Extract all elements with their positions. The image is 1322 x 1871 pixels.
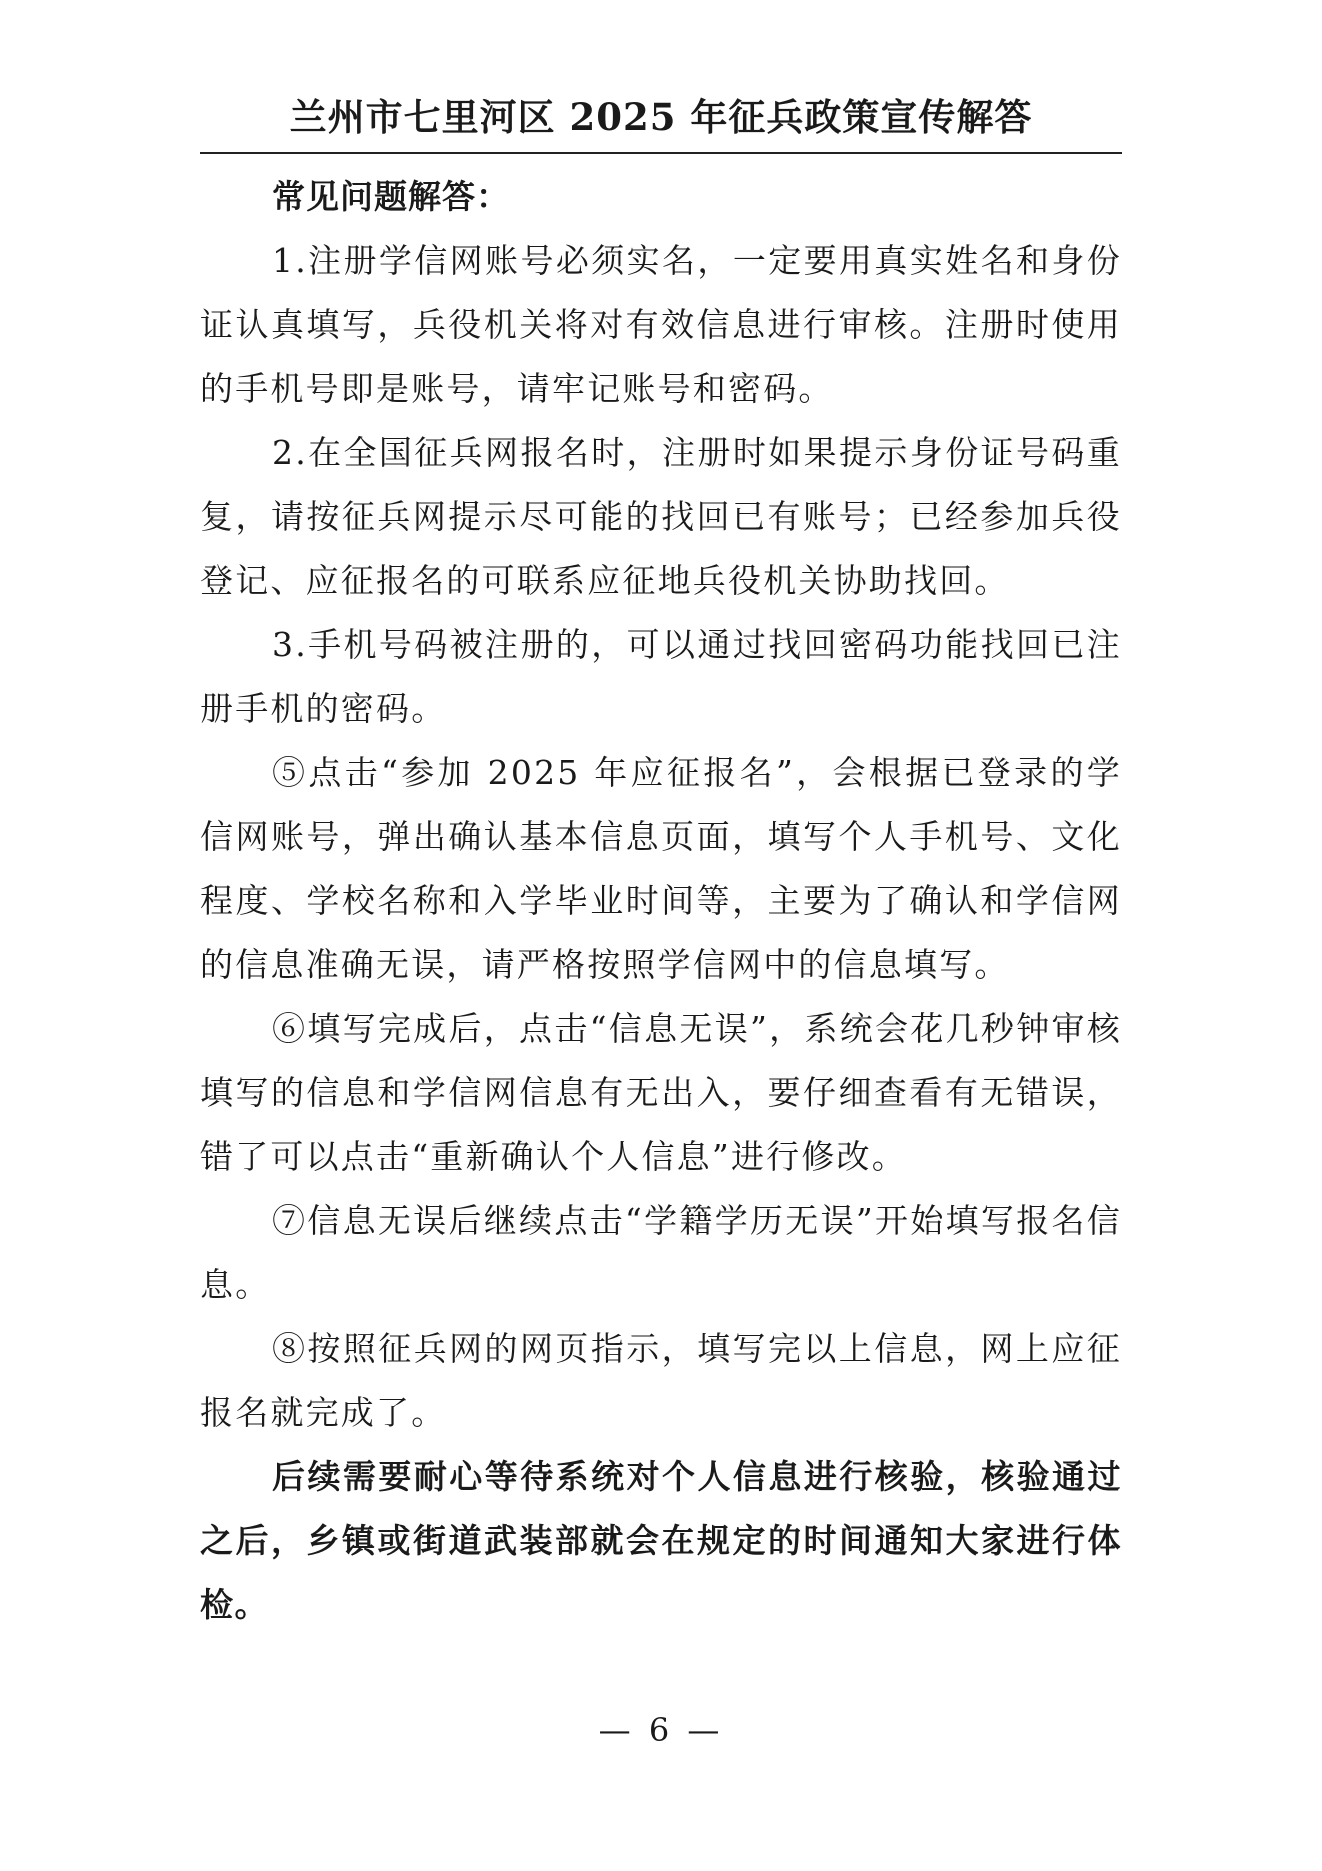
paragraph-step-7: ⑦信息无误后继续点击“学籍学历无误”开始填写报名信息。	[200, 1201, 1122, 1304]
section-heading: 常见问题解答：	[272, 177, 510, 216]
paragraph-3: 3.手机号码被注册的，可以通过找回密码功能找回已注册手机的密码。	[200, 625, 1122, 728]
paragraph-step-6: ⑥填写完成后，点击“信息无误”，系统会花几秒钟审核填写的信息和学信网信息有无出入，要仔细查看有无错误，错了可以点击“重新确认个人信息”进行修改。	[200, 1009, 1122, 1176]
paragraph-2: 2.在全国征兵网报名时，注册时如果提示身份证号码重复，请按征兵网提示尽可能的找回已有账号；已经参加兵役登记、应征报名的可联系应征地兵役机关协助找回。	[200, 433, 1122, 600]
paragraph-step-5: ⑤点击“参加 2025 年应征报名”，会根据已登录的学信网账号，弹出确认基本信息页面，填写个人手机号、文化程度、学校名称和入学毕业时间等，主要为了确认和学信网的信息准确无误，请严格按照学信网中的信息填写。	[200, 753, 1122, 984]
paragraph-step-8: ⑧按照征兵网的网页指示，填写完以上信息，网上应征报名就完成了。	[200, 1329, 1122, 1432]
closing-note: 后续需要耐心等待系统对个人信息进行核验，核验通过之后，乡镇或街道武装部就会在规定的时间通知大家进行体检。	[200, 1457, 1122, 1624]
paragraph-1: 1.注册学信网账号必须实名，一定要用真实姓名和身份证认真填写，兵役机关将对有效信息进行审核。注册时使用的手机号即是账号，请牢记账号和密码。	[200, 241, 1122, 408]
page-number: — 6 —	[598, 1711, 724, 1749]
document-body	[200, 165, 1122, 1637]
document-title: 兰州市七里河区 2025 年征兵政策宣传解答	[289, 95, 1033, 139]
header-divider	[200, 152, 1122, 154]
